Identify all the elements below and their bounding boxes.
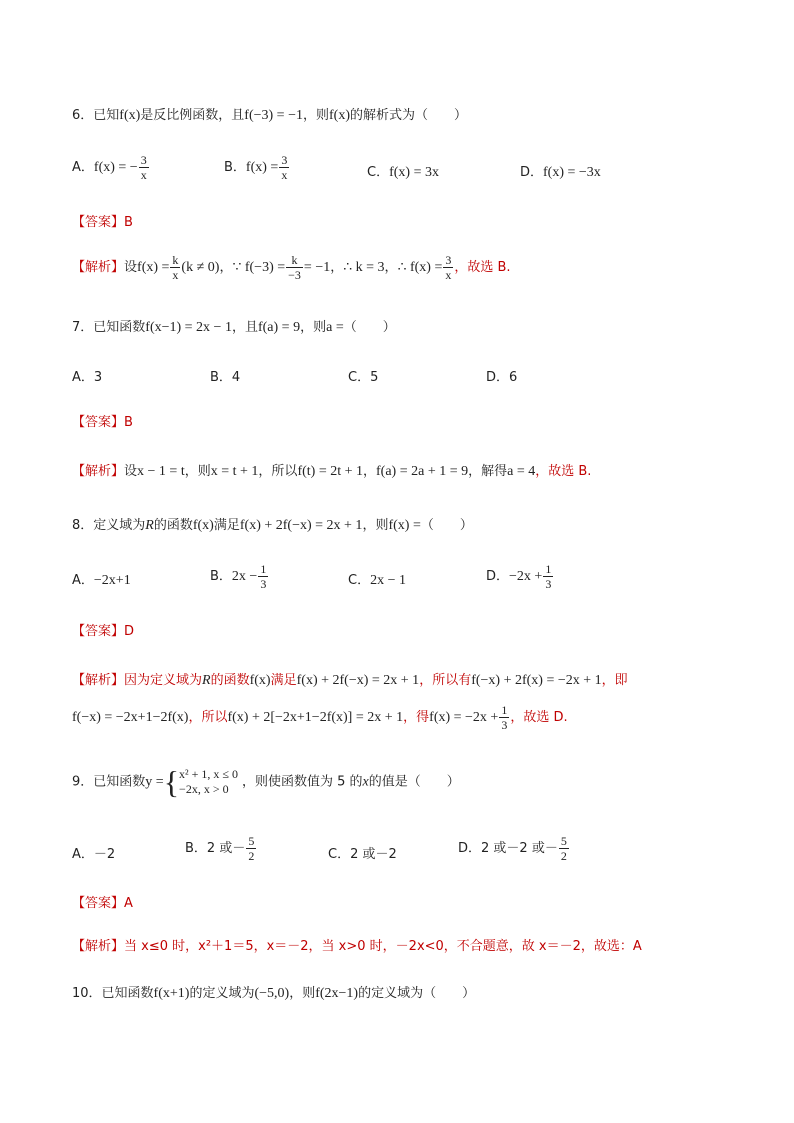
q10-stem: 10．已知函数f(x+1)的定义域为(−5,0)，则f(2x−1)的定义域为（ ） [72, 986, 476, 1001]
q7-answer: 【答案】B [72, 415, 133, 430]
q8-answer: 【答案】D [72, 624, 135, 639]
q7-option-a: A．3 [72, 370, 103, 385]
q7-solution: 【解析】设x − 1 = t，则x = t + 1，所以f(t) = 2t + 1，f(a) = 2a + 1 = 9，解得a = 4，故选 B. [72, 464, 592, 479]
q6-option-d: D．f(x) = −3x [520, 165, 601, 180]
q8-option-b: B．2x − $\frac{1}{3}$ [210, 562, 267, 591]
q7-option-b: B．4 [210, 370, 241, 385]
q9-answer: 【答案】A [72, 896, 133, 911]
q9-piecewise: { x² + 1, x ≤ 0 −2x, x > 0 [163, 764, 238, 800]
q7-option-d: D．6 [486, 370, 518, 385]
q9-solution: 【解析】当 x≤0 时，x²＋1＝5，x＝－2，当 x>0 时，－2x<0，不合题意，故 x＝－2，故选：A [72, 939, 642, 954]
q7-option-c: C．5 [348, 370, 379, 385]
q7-stem: 7．已知函数f(x−1) = 2x − 1，且f(a) = 9，则a =（ ） [72, 320, 396, 335]
q6-solution: 【解析】设f(x) = $\frac{k}{x}$ (k ≠ 0)，∵ f(−3) = $\frac{k}{-3}$ = −1，∴ k = 3，∴ f(x) = $\frac{3}{x}$ ，故选 B. [72, 253, 511, 282]
q8-solution-line2: f(−x) = −2x+1−2f(x)，所以f(x) + 2[−2x+1−2f(x)] = 2x + 1，得f(x) = −2x + $\frac{1}{3}$ ，故选 D. [72, 703, 568, 732]
q9-option-c: C．2 或－2 [328, 847, 397, 862]
q6-option-a: A．f(x) = − $\frac{3}{x}$ [72, 153, 147, 182]
q8-option-c: C．2x − 1 [348, 573, 406, 588]
q8-option-d: D．−2x + $\frac{1}{3}$ [486, 562, 552, 591]
q9-option-d: D．2 或－2 或－ $\frac{5}{2}$ [458, 834, 567, 863]
q6-option-c: C．f(x) = 3x [367, 165, 439, 180]
q8-solution-line1: 【解析】因为定义域为R的函数f(x)满足f(x) + 2f(−x) = 2x + 1，所以有f(−x) + 2f(x) = −2x + 1，即 [72, 673, 628, 688]
q9-option-b: B．2 或－ $\frac{5}{2}$ [185, 834, 255, 863]
q8-stem: 8．定义域为R的函数f(x)满足f(x) + 2f(−x) = 2x + 1，则f(x) =（ ） [72, 518, 473, 533]
q6-answer: 【答案】B [72, 215, 133, 230]
q9-stem: 9．已知函数y ={ x² + 1, x ≤ 0 −2x, x > 0 ，则使函数值为 5 的x的值是（ ） [72, 764, 460, 800]
q6-stem: 6．已知f(x)是反比例函数，且f(−3) = −1，则f(x)的解析式为（ ） [72, 108, 468, 123]
q6-option-b: B．f(x) = $\frac{3}{x}$ [224, 153, 288, 182]
q9-option-a: A．－2 [72, 847, 116, 862]
q8-option-a: A．−2x+1 [72, 573, 131, 588]
